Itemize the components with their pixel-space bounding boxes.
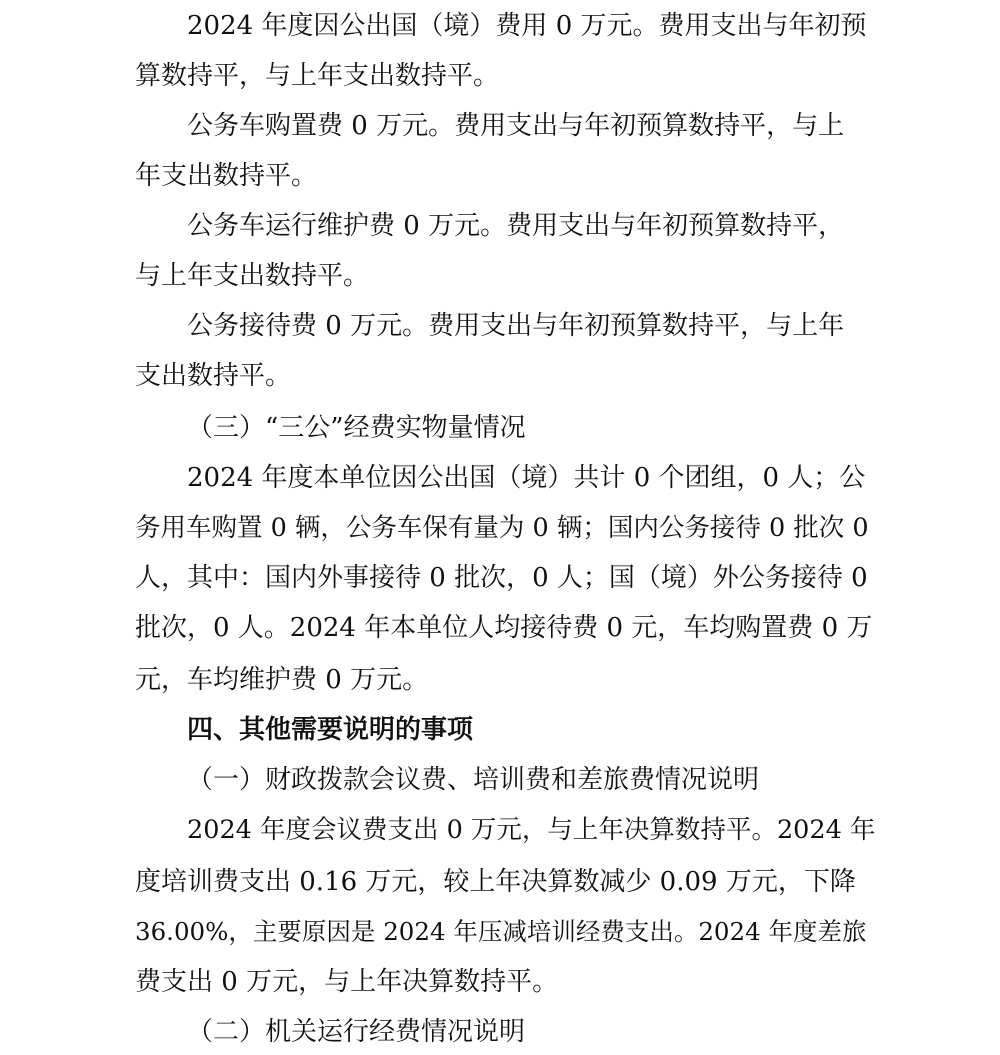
subsection-heading: （一）财政拨款会议费、培训费和差旅费情况说明: [187, 765, 760, 795]
paragraph-line: 度培训费支出 0.16 万元，较上年决算数减少 0.09 万元，下降: [135, 867, 856, 897]
paragraph-line: 公务车购置费 0 万元。费用支出与年初预算数持平，与上: [187, 111, 845, 141]
paragraph-line: 公务车运行维护费 0 万元。费用支出与年初预算数持平，: [187, 211, 845, 241]
subsection-heading: （三）“三公”经费实物量情况: [187, 413, 526, 443]
paragraph-line: 与上年支出数持平。: [135, 261, 370, 291]
paragraph-line: 批次，0 人。2024 年本单位人均接待费 0 元，车均购置费 0 万: [135, 613, 873, 643]
paragraph-line: 算数持平，与上年支出数持平。: [135, 61, 500, 91]
paragraph-line: 2024 年度因公出国（境）费用 0 万元。费用支出与年初预: [187, 11, 867, 41]
paragraph-line: 2024 年度会议费支出 0 万元，与上年决算数持平。2024 年: [187, 815, 876, 845]
subsection-heading: （二）机关运行经费情况说明: [187, 1017, 526, 1047]
paragraph-line: 元，车均维护费 0 万元。: [135, 665, 429, 695]
paragraph-line: 务用车购置 0 辆，公务车保有量为 0 辆；国内公务接待 0 批次 0: [135, 513, 869, 543]
paragraph-line: 费支出 0 万元，与上年决算数持平。: [135, 967, 559, 997]
section-heading: 四、其他需要说明的事项: [187, 715, 474, 745]
paragraph-line: 年支出数持平。: [135, 161, 318, 191]
paragraph-line: 36.00%，主要原因是 2024 年压减培训经费支出。2024 年度差旅: [135, 917, 867, 946]
paragraph-line: 人，其中：国内外事接待 0 批次，0 人；国（境）外公务接待 0: [135, 563, 868, 593]
paragraph-line: 公务接待费 0 万元。费用支出与年初预算数持平，与上年: [187, 311, 845, 341]
paragraph-line: 2024 年度本单位因公出国（境）共计 0 个团组，0 人；公: [187, 463, 866, 493]
paragraph-line: 支出数持平。: [135, 361, 292, 391]
